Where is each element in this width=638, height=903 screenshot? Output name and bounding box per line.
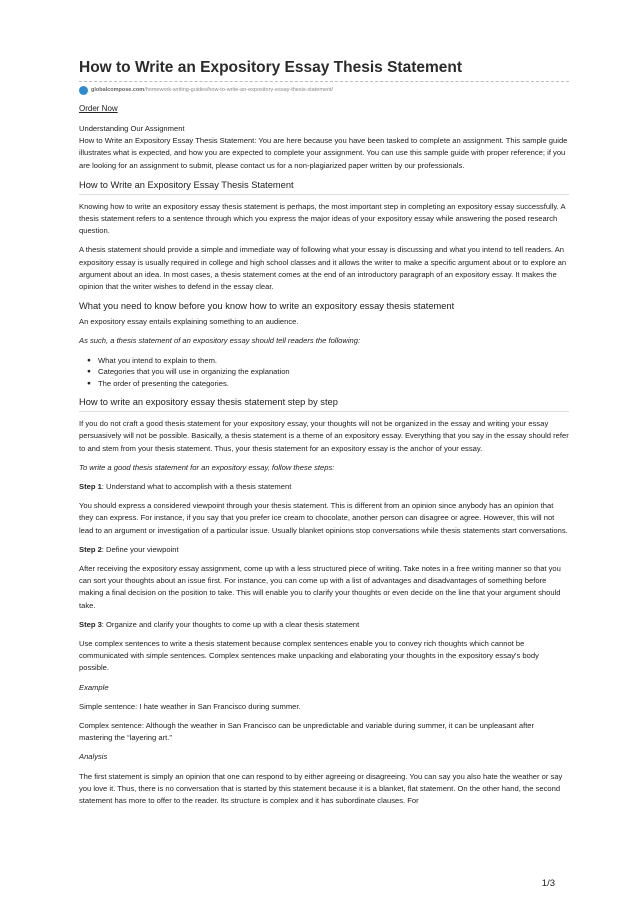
step1-heading (79, 481, 569, 493)
bullet-list (79, 355, 569, 390)
section2-paragraph-2: As such, a thesis statement of an expository essay should tell readers the following: (79, 336, 361, 346)
page-title: How to Write an Expository Essay Thesis Statement (79, 59, 463, 76)
simple-sentence: Simple sentence: I hate weather in San Francisco during summer. (79, 701, 301, 711)
step2-title: : Define your viewpoint (101, 544, 179, 554)
section3-heading: How to write an expository essay thesis statement step by step (79, 396, 569, 412)
section1-paragraph-1: Knowing how to write an expository essay thesis statement is perhaps, the most important step in completing an expository essay successfully. A thesis statement refers to a sentence through which you express the major ideas of your expository essay while answering the posed research question. (79, 201, 566, 236)
section2-paragraph-1: An expository essay entails explaining something to an audience. (79, 317, 299, 327)
section2-heading: What you need to know before you know how to write an expository essay thesis statement (79, 301, 455, 312)
complex-sentence: Complex sentence: Although the weather in San Francisco can be unpredictable and variable during summer, it can be unpleasant after mastering the “layering art.” (79, 721, 535, 743)
intro-heading: Understanding Our Assignment (79, 124, 185, 133)
analysis-label: Analysis (79, 752, 108, 762)
step1-paragraph: You should express a considered viewpoint through your thesis statement. This is different from an opinion since anybody has an opinion that they can express. For instance, if you say that you prefer ice cream to chocolate, another person can disagree or agree. However, this will not lead to an argument or investigation of a particular issue. Usually blanket opinions stop conversations while thesis statements start conversations. (79, 501, 568, 535)
document-page (79, 58, 569, 814)
source-domain[interactable]: globalcompose.com (91, 87, 145, 93)
step2-heading (79, 544, 569, 556)
analysis-paragraph: The first statement is simply an opinion that one can respond to by either agreeing or disagreeing. You can say you also hate the weather or say you love it. Thus, there is no conversation that is started by this statement because it is a blanket, flat statement. On the other hand, the second statement has more to offer to the reader. Its structure is complex and it has subordinate clauses. For (79, 771, 563, 806)
section3-paragraph-2: To write a good thesis statement for an expository essay, follow these steps: (79, 462, 335, 472)
order-now-link[interactable]: Order Now (79, 104, 118, 113)
section3-paragraph-1: If you do not craft a good thesis statement for your expository essay, your thoughts will not be organized in the essay and writing your essay persuasively will not be possible. Basically, a thesis statement is a theme of an expository essay. Everything that you say in the essay should refer to and stem from your thesis statement. Thus, your thesis statement for an expository essay is the anchor of your essay. (79, 419, 569, 453)
intro-text: How to Write an Expository Essay Thesis Statement: You are here because you have been tasked to complete an assignment. This sample guide illustrates what is expected, and how you are expected to complete your assignment. You can use this sample guide with proper reference; if you are looking for an assignment to submit, please contact us for a non-plagiarized paper written by our professionals. (79, 136, 568, 170)
step3-paragraph: Use complex sentences to write a thesis statement because complex sentences enable you to convey rich thoughts which cannot be communicated with simple sentences. Complex sentences make unpacking and elaborating your thoughts in the expository essay's body possible. (79, 638, 539, 673)
example-label: Example (79, 682, 109, 692)
step3-heading (79, 619, 569, 631)
section1-paragraph-2: A thesis statement should provide a simple and immediate way of following what your essay is discussing and what you intend to tell readers. An expository essay is usually required in college and high school classes and it allows the writer to make a specific argument about or to explore an argument about an idea. In most cases, a thesis statement comes at the end of an introductory paragraph of an expository essay. It makes the opinion that the writer wishes to defend in the essay clear. (79, 245, 567, 292)
list-item: ● The order of presenting the categories. (98, 378, 569, 390)
source-line (79, 81, 569, 95)
step1-title: : Understand what to accomplish with a thesis statement (101, 481, 292, 491)
source-path[interactable]: /homework-writing-guides/how-to-write-an-expository-essay-thesis-statement/ (144, 87, 334, 93)
step3-title: : Organize and clarify your thoughts to come up with a clear thesis statement (101, 619, 360, 629)
step1-label: Step 1 (79, 481, 102, 491)
step2-paragraph: After receiving the expository essay assignment, come up with a less structured piece of writing. Take notes in a free writing manner so that you can sort your thoughts about an issue first. For instance, you can come up with a list of advantages and disadvantages of something before making a final decision on the position to take. This will enable you to clarify your thoughts or even decide on the line that your argument should take. (79, 563, 561, 610)
list-item: ● Categories that you will use in organizing the explanation (98, 366, 569, 378)
list-item: ● What you intend to explain to them. (98, 355, 569, 367)
step2-label: Step 2 (79, 544, 102, 554)
page-number: 1/3 (541, 878, 555, 889)
section1-heading: How to Write an Expository Essay Thesis Statement (79, 179, 569, 195)
site-favicon-icon (79, 86, 88, 95)
step3-label: Step 3 (79, 619, 102, 629)
